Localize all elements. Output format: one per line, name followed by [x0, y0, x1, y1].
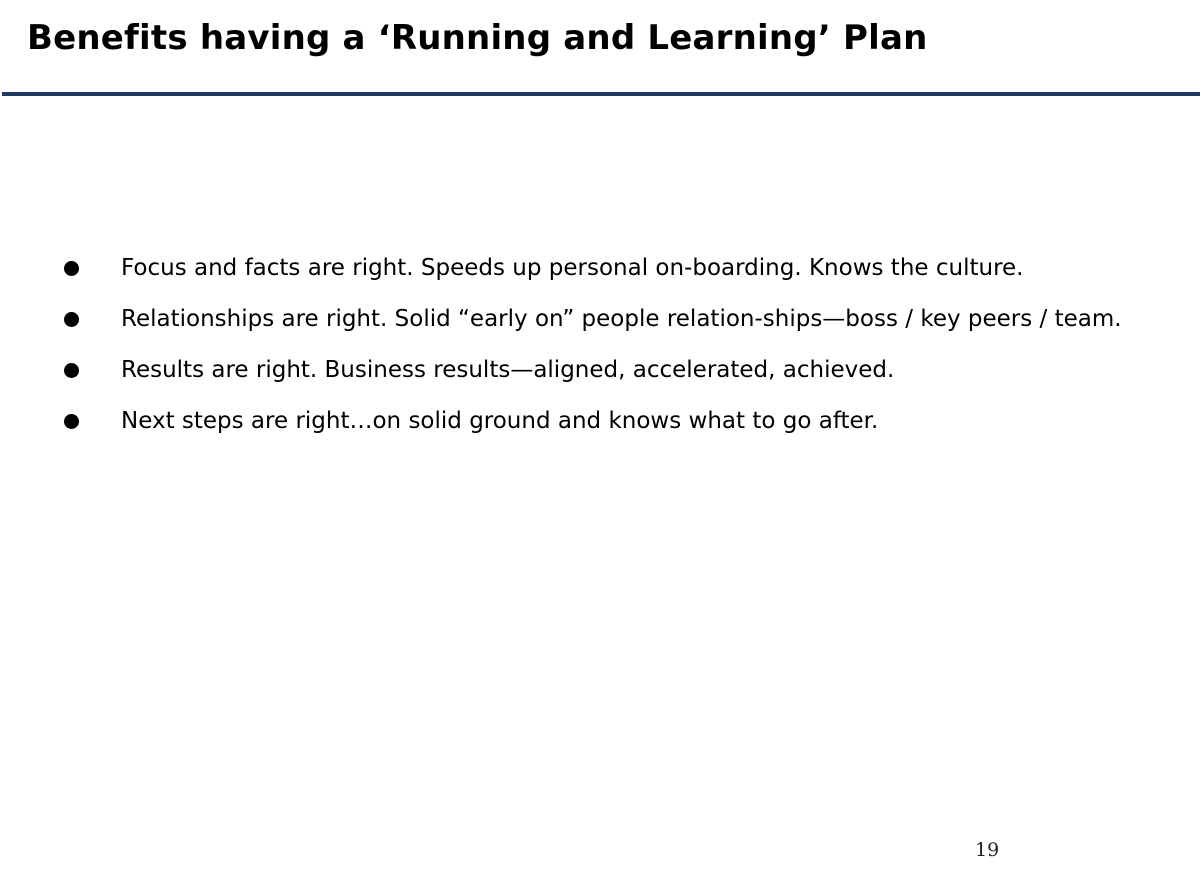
title-divider — [2, 92, 1200, 96]
bullet-text: Focus and facts are right. Speeds up personal on-boarding. Knows the culture. — [121, 255, 1024, 281]
bullet-item — [0, 354, 1202, 386]
bullet-dot-icon — [64, 414, 79, 429]
bullet-item — [0, 303, 1202, 335]
slide-title: Benefits having a ‘Running and Learning’ Plan — [27, 18, 928, 58]
bullet-text: Next steps are right…on solid ground and knows what to go after. — [121, 408, 879, 434]
bullet-dot-icon — [64, 363, 79, 378]
bullet-dot-icon — [64, 312, 79, 327]
bullet-item — [0, 405, 1202, 437]
bullet-text: Relationships are right. Solid “early on” people relation-ships—boss / key peers / team. — [121, 306, 1122, 332]
bullet-dot-icon — [64, 261, 79, 276]
bullet-list — [0, 252, 1202, 456]
bullet-text: Results are right. Business results—aligned, accelerated, achieved. — [121, 357, 895, 383]
page-number: 19 — [975, 839, 1000, 861]
bullet-item — [0, 252, 1202, 284]
